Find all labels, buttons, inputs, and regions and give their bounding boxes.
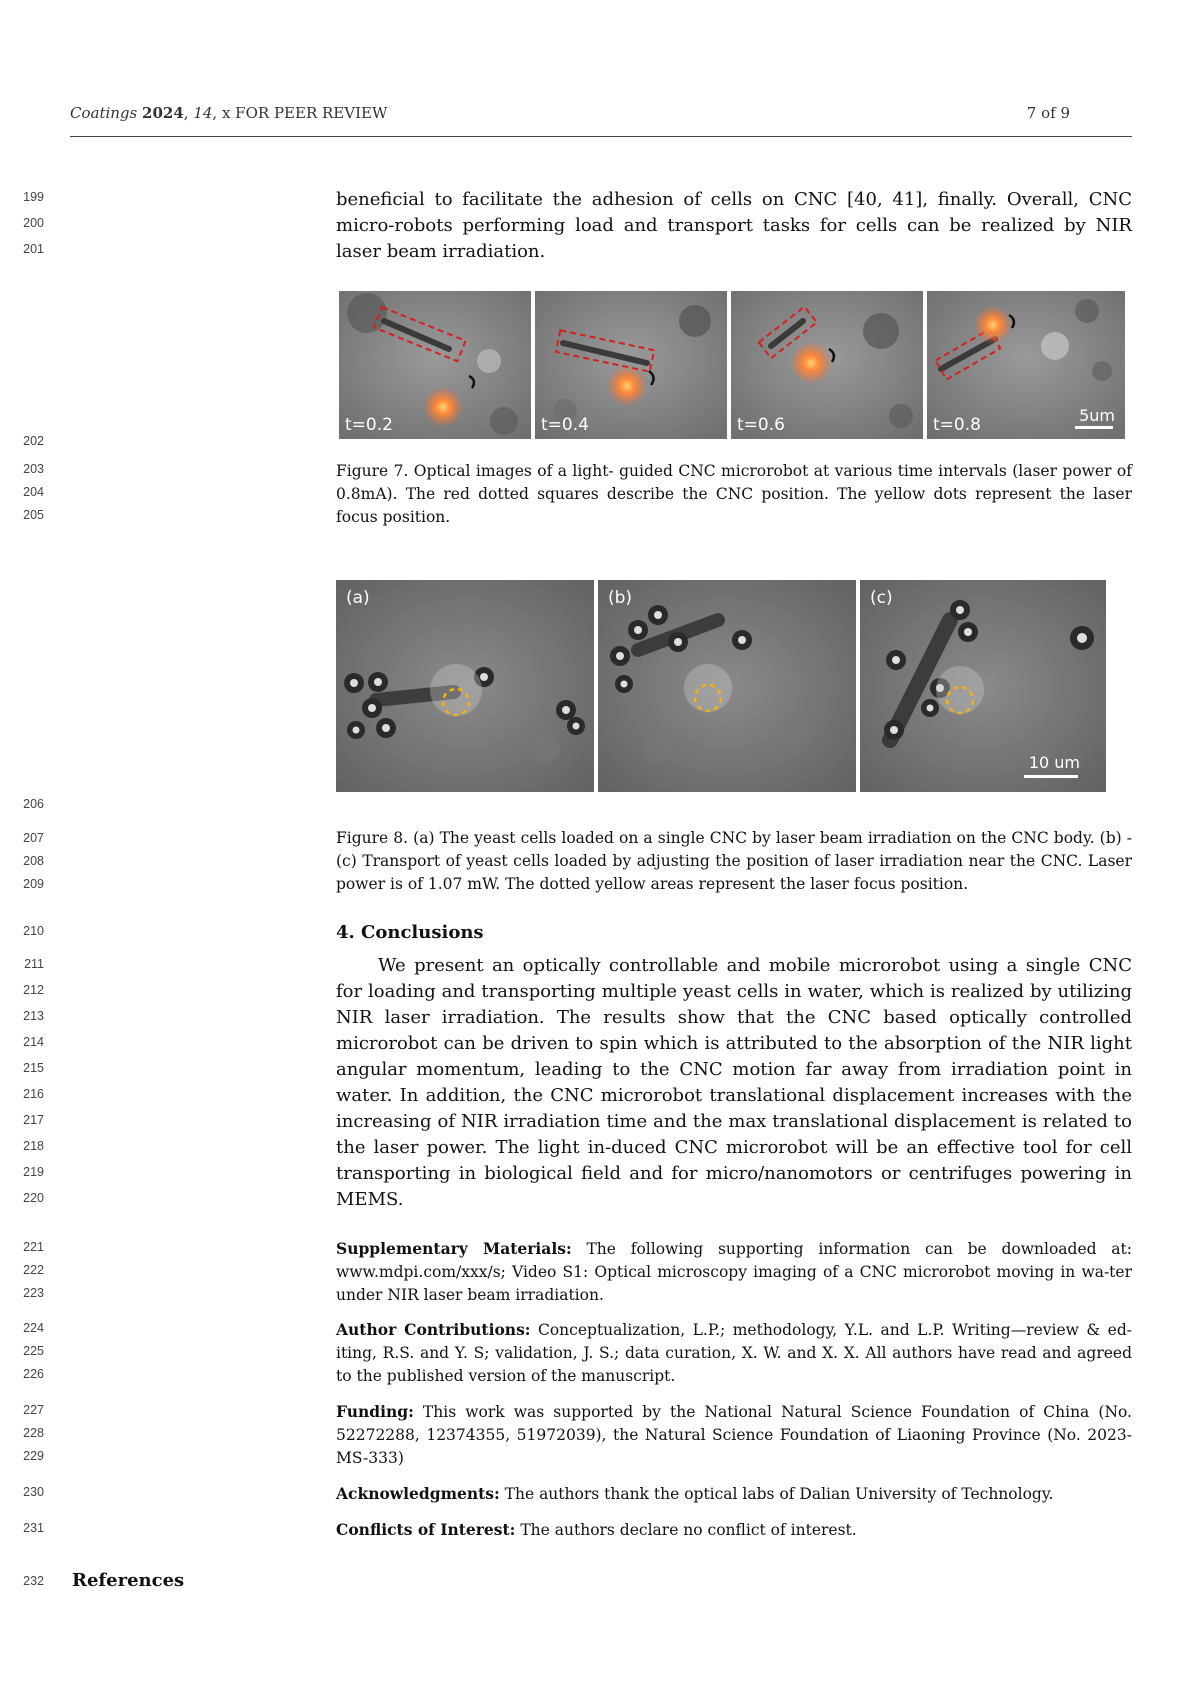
line-number: 223 xyxy=(23,1286,44,1300)
line-number: 213 xyxy=(23,1009,44,1023)
line-number: 206 xyxy=(23,797,44,811)
line-number: 208 xyxy=(23,854,44,868)
line-number: 216 xyxy=(23,1087,44,1101)
fig7-panel xyxy=(731,291,923,439)
fig7-panel xyxy=(927,291,1125,439)
line-number: 214 xyxy=(23,1035,44,1049)
time-label: t=0.2 xyxy=(345,415,393,435)
supplementary-text: The following supporting information can be downloaded at: www.mdpi.com/xxx/s; Video S1: Optical microscopy imaging of a CNC microrobot moving in wa-ter under NIR laser beam irradiation. xyxy=(336,1240,1132,1304)
line-number: 200 xyxy=(23,216,44,230)
page-number: 7 of 9 xyxy=(1026,104,1070,122)
line-number: 225 xyxy=(23,1344,44,1358)
conflicts-of-interest xyxy=(336,1518,1132,1542)
supplementary-label: Supplementary Materials: xyxy=(336,1239,572,1258)
figure-7-caption: Figure 7. Optical images of a light- guided CNC microrobot at various time intervals (laser power of 0.8mA). The red dotted squares describe the CNC position. The yellow dots represent the laser focus position. xyxy=(336,462,1132,526)
fig8-panel xyxy=(598,580,856,792)
fig8-panel xyxy=(860,580,1106,792)
line-number: 220 xyxy=(23,1191,44,1205)
journal-volume: 14 xyxy=(193,104,213,122)
author-contributions xyxy=(336,1318,1132,1388)
line-number: 221 xyxy=(23,1240,44,1254)
line-number: 209 xyxy=(23,877,44,891)
line-number: 224 xyxy=(23,1321,44,1335)
time-label: t=0.6 xyxy=(737,415,785,435)
line-number: 217 xyxy=(23,1113,44,1127)
funding xyxy=(336,1400,1132,1470)
conflicts-label: Conflicts of Interest: xyxy=(336,1520,516,1539)
intro-paragraph: beneficial to facilitate the adhesion of cells on CNC [40, 41], finally. Overall, CNC micro-robots performing load and transport tasks for cells can be realized by NIR laser beam irradiation. xyxy=(336,189,1132,262)
fig8-panel xyxy=(336,580,594,792)
line-number: 230 xyxy=(23,1485,44,1499)
figure-7 xyxy=(339,291,1125,439)
microscopy-image xyxy=(598,580,856,792)
fig7-panel xyxy=(535,291,727,439)
line-number: 226 xyxy=(23,1367,44,1381)
fig7-panel xyxy=(339,291,531,439)
scale-label: 5um xyxy=(1079,406,1115,425)
funding-text: This work was supported by the National Natural Science Foundation of China (No. 52272288, 12374355, 51972039), the Natural Science Foundation of Liaoning Province (No. 2023-MS-333) xyxy=(336,1403,1132,1467)
contributions-text: Conceptualization, L.P.; methodology, Y.L. and L.P. Writing—review & ed-iting, R.S. and Y. S; validation, J. S.; data curation, X. W. and X. X. All authors have read and agreed to the published version of the manuscript. xyxy=(336,1321,1132,1385)
time-label: t=0.8 xyxy=(933,415,981,435)
line-number: 219 xyxy=(23,1165,44,1179)
microscopy-image xyxy=(336,580,594,792)
scale-label: 10 um xyxy=(1028,753,1080,772)
line-number: 202 xyxy=(23,434,44,448)
contributions-label: Author Contributions: xyxy=(336,1320,531,1339)
acknowledgments-label: Acknowledgments: xyxy=(336,1484,500,1503)
line-number: 227 xyxy=(23,1403,44,1417)
journal-year: 2024 xyxy=(142,104,184,122)
time-label: t=0.4 xyxy=(541,415,589,435)
line-number: 231 xyxy=(23,1521,44,1535)
line-number: 229 xyxy=(23,1449,44,1463)
line-number: 212 xyxy=(23,983,44,997)
section-heading: 4. Conclusions xyxy=(336,922,484,943)
panel-label: (c) xyxy=(870,588,893,608)
line-number: 211 xyxy=(24,957,44,971)
running-header: Coatings 2024, 14, x FOR PEER REVIEW xyxy=(70,104,388,122)
header-rest: , x FOR PEER REVIEW xyxy=(212,104,388,122)
scale-bar xyxy=(1075,426,1113,429)
line-number: 232 xyxy=(23,1574,44,1588)
figure-8 xyxy=(336,580,1106,792)
panel-label: (a) xyxy=(346,588,370,608)
supplementary-materials xyxy=(336,1237,1132,1307)
acknowledgments-text: The authors thank the optical labs of Dalian University of Technology. xyxy=(499,1485,1054,1503)
scale-bar xyxy=(1024,775,1078,778)
panel-label: (b) xyxy=(608,588,633,608)
line-number: 207 xyxy=(23,831,44,845)
line-number: 199 xyxy=(23,190,44,204)
line-number: 201 xyxy=(23,242,44,256)
line-number: 218 xyxy=(23,1139,44,1153)
line-number: 215 xyxy=(23,1061,44,1075)
line-number: 210 xyxy=(23,924,44,938)
line-number: 228 xyxy=(23,1426,44,1440)
conflicts-text: The authors declare no conflict of interest. xyxy=(515,1521,857,1539)
line-number: 204 xyxy=(23,485,44,499)
funding-label: Funding: xyxy=(336,1402,414,1421)
line-number: 205 xyxy=(23,508,44,522)
figure-8-caption: Figure 8. (a) The yeast cells loaded on a single CNC by laser beam irradiation on the CNC body. (b) - (c) Transport of yeast cells loaded by adjusting the position of laser irradiation near the CNC. Laser power is of 1.07 mW. The dotted yellow areas represent the laser focus position. xyxy=(336,829,1132,893)
journal-name: Coatings xyxy=(70,104,138,122)
references-heading: References xyxy=(72,1570,185,1591)
acknowledgments xyxy=(336,1482,1132,1506)
line-number: 222 xyxy=(23,1263,44,1277)
header-rule xyxy=(70,136,1132,137)
conclusions-paragraph: We present an optically controllable and mobile microrobot using a single CNC for loading and transporting multiple yeast cells in water, which is realized by utilizing NIR laser irradiation. The results show that the CNC based optically controlled microrobot can be driven to spin which is attributed to the absorption of the NIR light angular momentum, leading to the CNC motion far away from irradiation point in water. In addition, the CNC microrobot translational displacement increases with the increasing of NIR irradiation time and the max translational displacement is related to the laser power. The light in-duced CNC microrobot will be an effective tool for cell transporting in biological field and for micro/nanomotors or centrifuges powering in MEMS. xyxy=(336,955,1132,1210)
line-number: 203 xyxy=(23,462,44,476)
